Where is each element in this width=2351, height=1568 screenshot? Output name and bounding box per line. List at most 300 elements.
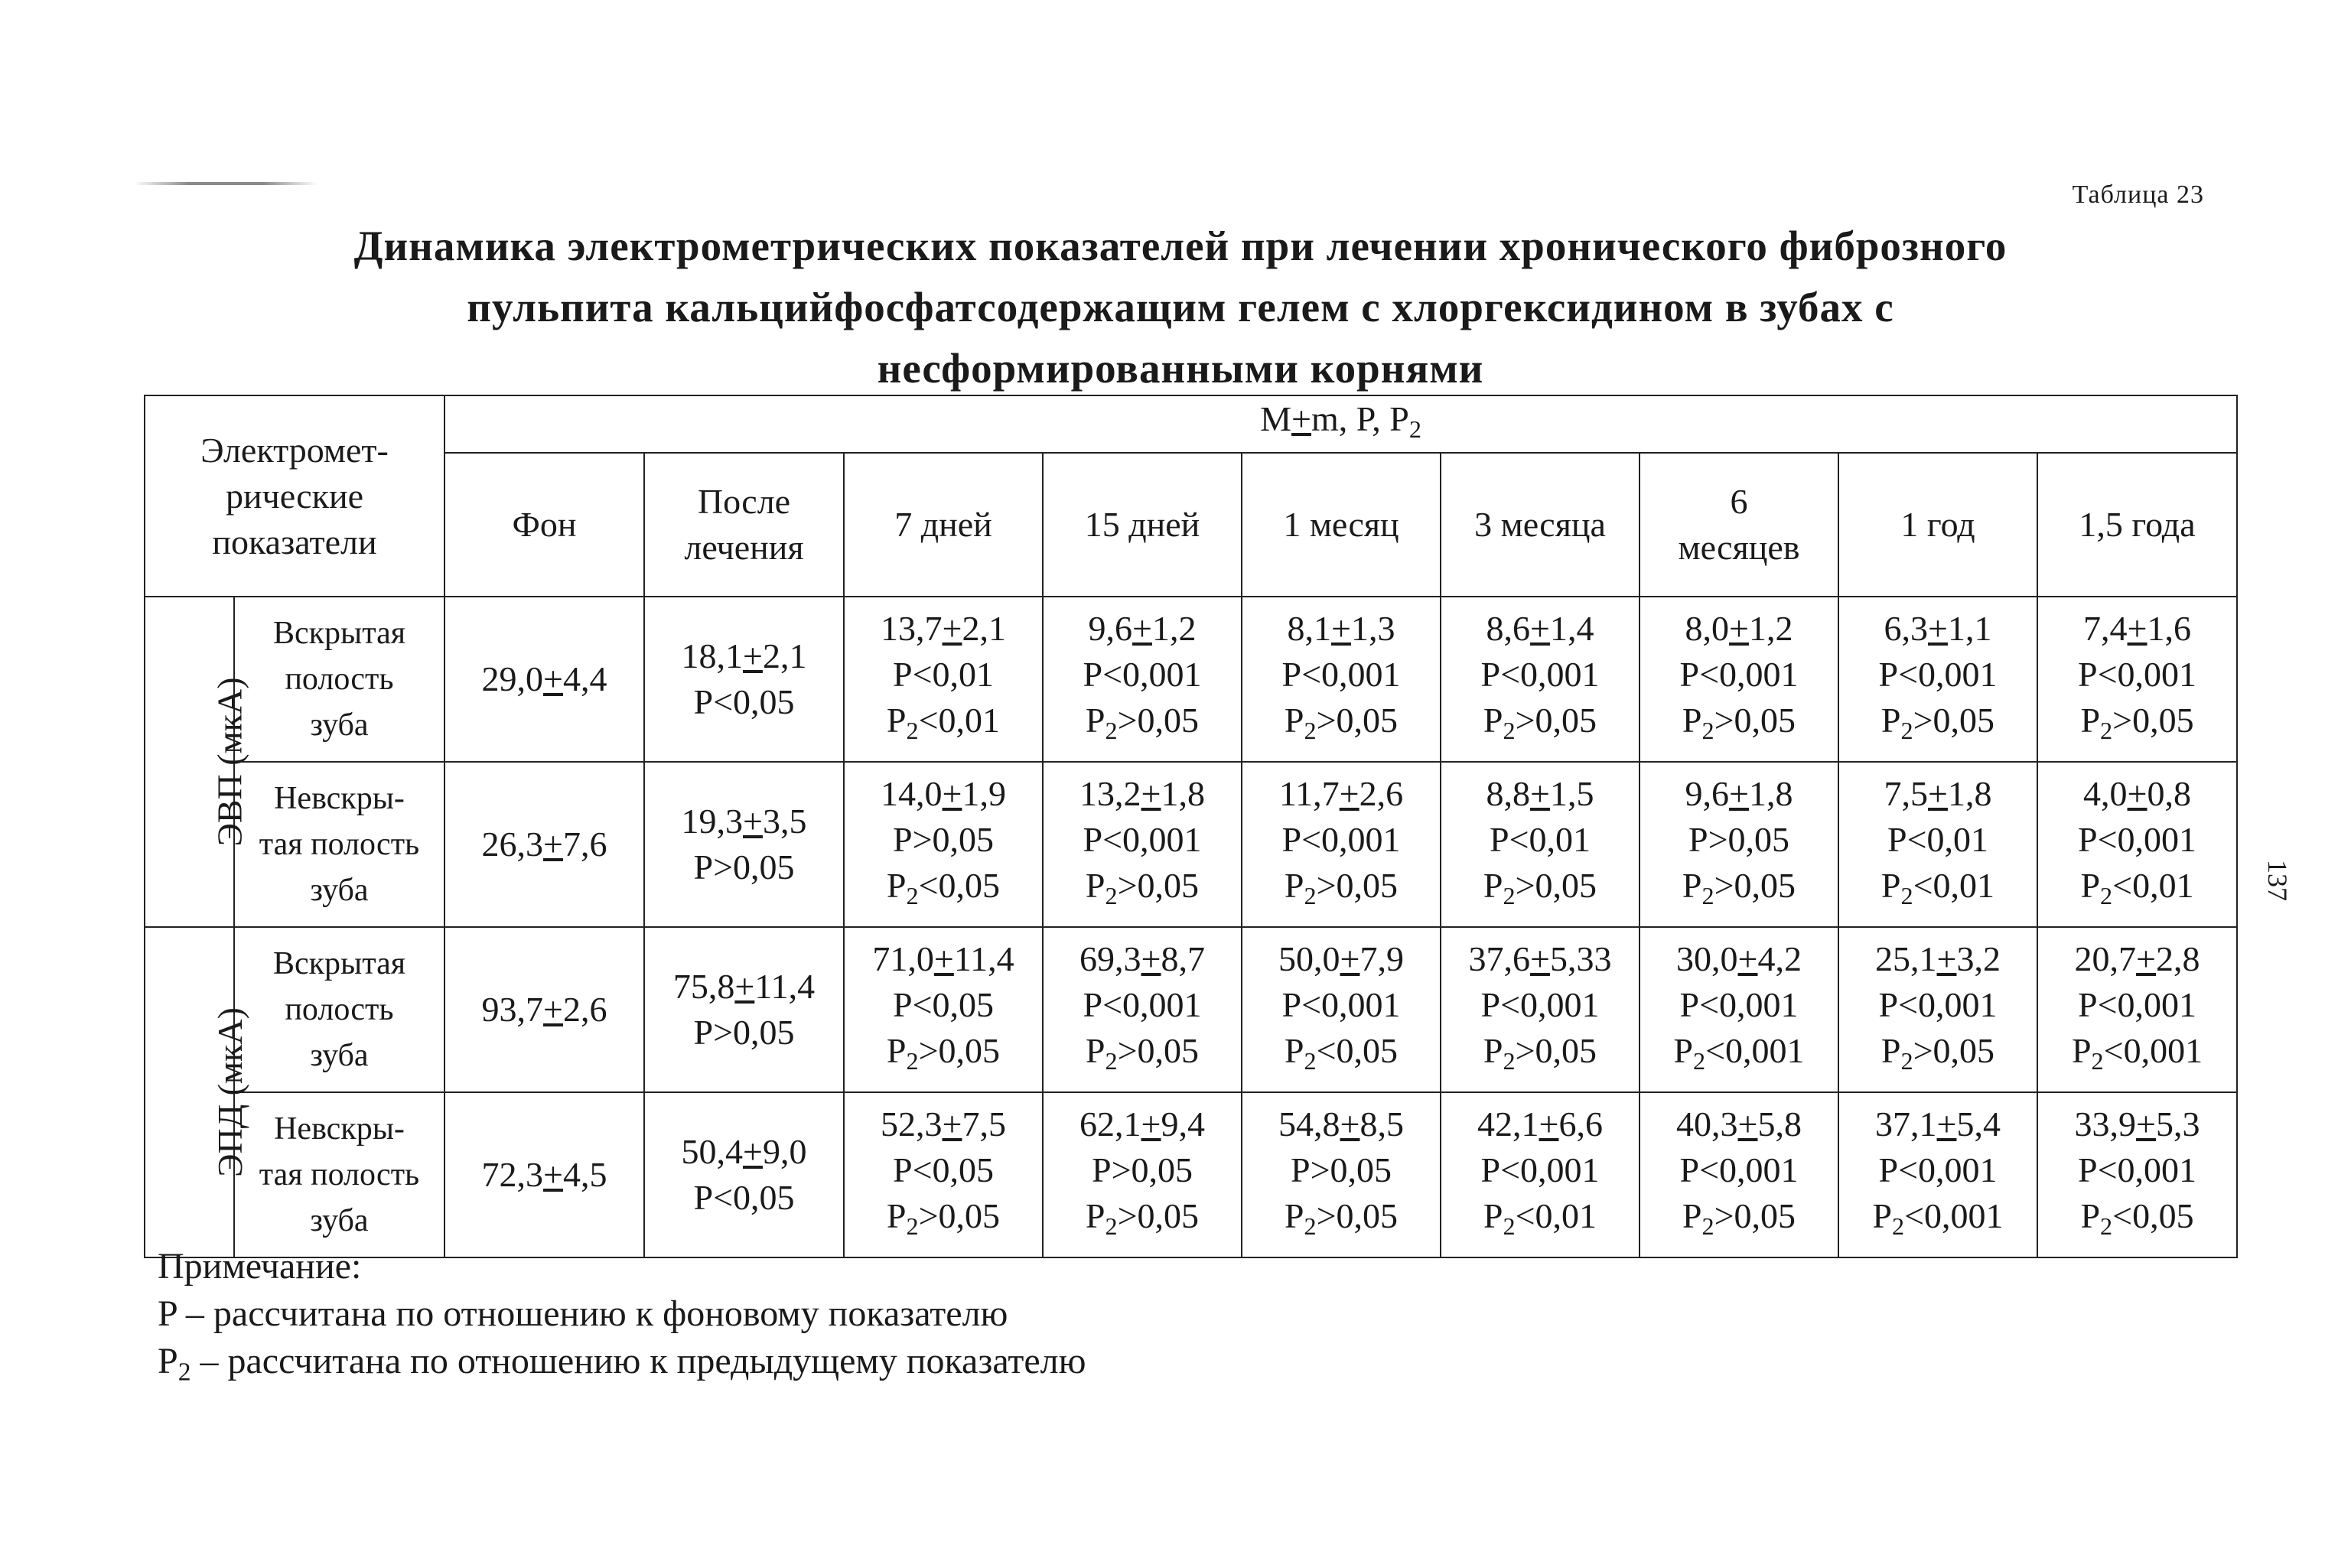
p2-text: >0,05 xyxy=(1316,1196,1399,1235)
error: 1,3 xyxy=(1350,608,1395,648)
p-value: P<0,001 xyxy=(1083,984,1202,1024)
p2-sub: 2 xyxy=(1701,716,1714,744)
pm-sign: + xyxy=(1539,1104,1559,1143)
p2-prefix: P xyxy=(1085,700,1105,740)
mean-value xyxy=(2038,936,2236,982)
p2-text: >0,05 xyxy=(1515,1030,1597,1070)
mean: 20,7 xyxy=(2074,939,2137,978)
error: 5,8 xyxy=(1757,1104,1802,1143)
mean: 7,4 xyxy=(2083,608,2128,648)
note-heading: Примечание: xyxy=(158,1246,362,1287)
mean: 7,5 xyxy=(1884,773,1929,813)
mean: 71,0 xyxy=(872,939,934,978)
p2-text: <0,05 xyxy=(2112,1196,2194,1235)
page-number: 137 xyxy=(2262,860,2293,901)
mean: 13,7 xyxy=(881,608,943,648)
mean: 14,0 xyxy=(881,773,943,813)
pm-sign: + xyxy=(734,967,755,1007)
period-label: 6 xyxy=(1730,482,1748,522)
p-value: P>0,05 xyxy=(892,819,995,859)
error: 7,5 xyxy=(962,1104,1006,1143)
value-cell xyxy=(1043,597,1242,762)
error: 2,6 xyxy=(1359,773,1404,813)
p2-value xyxy=(2038,1193,2236,1249)
pm-sign: + xyxy=(2136,1104,2156,1143)
table-row xyxy=(145,927,2237,1092)
p2-prefix: P xyxy=(1880,1030,1901,1070)
p2-sub: 2 xyxy=(906,1046,919,1075)
mean-value xyxy=(1640,606,1838,652)
mean: 29,0 xyxy=(481,659,544,699)
p2-prefix: P xyxy=(2080,700,2101,740)
p-value: P<0,001 xyxy=(1083,819,1202,859)
value-cell xyxy=(1441,1092,1640,1257)
mean-value xyxy=(1839,606,2037,652)
pm-sign: + xyxy=(1340,1104,1360,1143)
p2-prefix: P xyxy=(1682,700,1702,740)
p2-sub: 2 xyxy=(1701,1212,1714,1240)
p2-prefix: P xyxy=(1483,700,1503,740)
value-cell xyxy=(2037,1092,2237,1257)
error: 7,9 xyxy=(1359,939,1404,978)
error: 4,2 xyxy=(1757,939,1802,978)
mean-value xyxy=(1242,936,1440,982)
p-value: P<0,01 xyxy=(892,654,995,694)
value-cell xyxy=(1242,1092,1441,1257)
period-header-cell xyxy=(1838,453,2037,597)
error: 1,2 xyxy=(1151,608,1197,648)
p2-text: <0,01 xyxy=(918,700,1001,740)
p2-text: >0,05 xyxy=(1117,1196,1200,1235)
pm-sign: + xyxy=(1530,939,1550,978)
value-cell xyxy=(444,597,644,762)
error: 5,4 xyxy=(1956,1104,2001,1143)
value-cell xyxy=(2037,597,2237,762)
period-label: 15 дней xyxy=(1084,505,1200,545)
period-header-cell xyxy=(1242,453,1441,597)
p2-value xyxy=(1640,863,1838,919)
p2-prefix: P xyxy=(1284,700,1304,740)
period-header-cell xyxy=(644,453,844,597)
pm-sign: + xyxy=(1339,773,1359,813)
scan-artifact-line xyxy=(134,182,317,185)
value-cell xyxy=(1640,927,1838,1092)
p2-sub: 2 xyxy=(1105,881,1118,909)
p-value: P<0,01 xyxy=(1489,819,1591,859)
pm-sign: + xyxy=(743,802,763,841)
p-value: P<0,001 xyxy=(1281,819,1401,859)
period-label: 1,5 года xyxy=(2079,505,2196,545)
mean-value xyxy=(445,821,643,867)
value-cell xyxy=(1242,927,1441,1092)
condition-line: зуба xyxy=(310,873,369,909)
p-value: P<0,001 xyxy=(1878,1150,1998,1189)
mean: 72,3 xyxy=(481,1155,544,1195)
pm-sign: + xyxy=(543,990,563,1030)
p2-sub: 2 xyxy=(906,1212,919,1240)
mean: 9,6 xyxy=(1088,608,1133,648)
error: 1,6 xyxy=(2147,608,2191,648)
mean-value xyxy=(1441,936,1639,982)
error: 5,33 xyxy=(1549,939,1612,978)
p2-prefix: P xyxy=(1085,1030,1105,1070)
pm-sign: + xyxy=(743,1132,763,1172)
p2-value xyxy=(2038,1028,2236,1084)
mean-value xyxy=(845,771,1042,817)
p2-prefix: P xyxy=(1682,865,1702,905)
group-label: ЭПД (мкА) xyxy=(210,1007,249,1177)
value-cell xyxy=(844,927,1043,1092)
error: 1,9 xyxy=(962,773,1006,813)
value-cell xyxy=(1838,762,2037,927)
value-cell xyxy=(2037,927,2237,1092)
condition-line: зуба xyxy=(310,708,369,743)
p2-text: <0,01 xyxy=(1913,865,1995,905)
mean: 33,9 xyxy=(2074,1104,2137,1143)
error: 8,5 xyxy=(1359,1104,1404,1143)
p2-prefix: P xyxy=(1483,865,1503,905)
mean: 42,1 xyxy=(1477,1104,1539,1143)
mean: 8,1 xyxy=(1287,608,1332,648)
p2-prefix: P xyxy=(2080,865,2101,905)
pm-sign: + xyxy=(1141,773,1161,813)
period-header-cell xyxy=(1441,453,1640,597)
mean-value xyxy=(645,633,843,679)
error: 1,8 xyxy=(1161,773,1205,813)
p-value: P<0,001 xyxy=(1679,984,1799,1024)
p2-sub: 2 xyxy=(2091,1046,2104,1075)
mean-value xyxy=(845,1101,1042,1147)
pm-sign: + xyxy=(1331,608,1351,648)
p2-value xyxy=(845,698,1042,753)
condition-cell xyxy=(234,762,444,927)
pm-sign: + xyxy=(1141,1104,1161,1143)
value-cell xyxy=(644,762,844,927)
table-note xyxy=(158,1243,1086,1396)
p2-value xyxy=(1839,698,2037,753)
p2-sub: 2 xyxy=(1304,1046,1317,1075)
condition-cell xyxy=(234,1092,444,1257)
p2-value xyxy=(1044,1028,1241,1084)
p-value: P<0,001 xyxy=(1083,654,1202,694)
p-value: P<0,001 xyxy=(1878,984,1998,1024)
p2-text: >0,05 xyxy=(1117,1030,1200,1070)
value-cell xyxy=(444,762,644,927)
p2-sub: 2 xyxy=(1105,716,1118,744)
p2-sub: 2 xyxy=(1900,881,1913,909)
p2-sub: 2 xyxy=(1892,1212,1905,1240)
pm-sign: + xyxy=(1530,773,1550,813)
mean-value xyxy=(1640,1101,1838,1147)
p2-value xyxy=(1044,698,1241,753)
value-cell xyxy=(844,597,1043,762)
p-value: P<0,001 xyxy=(1679,1150,1799,1189)
condition-line: полость xyxy=(285,992,394,1028)
pm-sign: + xyxy=(543,1155,563,1195)
mean: 69,3 xyxy=(1079,939,1141,978)
p2-text: >0,05 xyxy=(1714,865,1796,905)
value-cell xyxy=(444,1092,644,1257)
mean: 52,3 xyxy=(881,1104,943,1143)
table-row xyxy=(145,762,2237,927)
p-value: P>0,05 xyxy=(693,1013,795,1052)
p2-prefix: P xyxy=(886,865,907,905)
period-label: Фон xyxy=(512,505,577,545)
error: 3,5 xyxy=(762,802,807,841)
p2-prefix: P xyxy=(1673,1030,1694,1070)
mean-value xyxy=(445,656,643,702)
mean: 25,1 xyxy=(1875,939,1937,978)
p2-value xyxy=(1242,698,1440,753)
p2-text: >0,05 xyxy=(2112,700,2194,740)
p2-text: >0,05 xyxy=(918,1030,1001,1070)
p-value: P>0,05 xyxy=(1290,1150,1392,1189)
error: 8,7 xyxy=(1161,939,1205,978)
p-value: P<0,001 xyxy=(1281,984,1401,1024)
error: 2,1 xyxy=(762,636,807,676)
p2-text: >0,05 xyxy=(1714,1196,1796,1235)
table-title xyxy=(144,216,2217,399)
value-cell xyxy=(1242,762,1441,927)
error: 1,2 xyxy=(1748,608,1793,648)
mean: 75,8 xyxy=(672,967,735,1007)
condition-line: Вскрытая xyxy=(272,946,406,982)
period-header-cell xyxy=(844,453,1043,597)
mean: 4,0 xyxy=(2083,773,2128,813)
note-line-p2: $P_2$ – рассчитана по отношению к предыдущему показателю xyxy=(158,1341,1086,1387)
p-value: P>0,05 xyxy=(693,847,795,887)
p2-prefix: P xyxy=(1483,1196,1503,1235)
condition-cell xyxy=(234,927,444,1092)
table-number: Таблица 23 xyxy=(2072,181,2204,209)
data-table xyxy=(144,395,2238,1258)
error: 2,8 xyxy=(2156,939,2200,978)
p2-value xyxy=(1839,1028,2037,1084)
mean: 6,3 xyxy=(1884,608,1929,648)
p-value: P<0,001 xyxy=(1480,654,1600,694)
value-cell xyxy=(1242,597,1441,762)
mean: 8,0 xyxy=(1685,608,1730,648)
p-value: P<0,001 xyxy=(2078,984,2197,1024)
p2-value xyxy=(1640,698,1838,753)
p2-value xyxy=(1839,1193,2037,1249)
period-header-cell xyxy=(444,453,644,597)
p2-value xyxy=(1441,698,1639,753)
p2-text: >0,05 xyxy=(918,1196,1001,1235)
period-header-cell xyxy=(2037,453,2237,597)
pm-sign: + xyxy=(743,636,763,676)
pm-sign: + xyxy=(942,773,962,813)
mean-value xyxy=(645,799,843,844)
p2-sub: 2 xyxy=(2100,1212,2113,1240)
error: 0,8 xyxy=(2147,773,2191,813)
note-line-p: P – рассчитана по отношению к фоновому показателю xyxy=(158,1293,1008,1334)
mean: 50,4 xyxy=(681,1132,744,1172)
period-label: После xyxy=(697,482,791,522)
p2-text: <0,01 xyxy=(2112,865,2194,905)
p-value: P<0,001 xyxy=(1480,984,1600,1024)
p-value: P<0,05 xyxy=(892,984,995,1024)
p2-sub: 2 xyxy=(906,716,919,744)
table-row xyxy=(145,1092,2237,1257)
p2-value xyxy=(2038,698,2236,753)
p2-value xyxy=(1242,1028,1440,1084)
p2-prefix: P xyxy=(2080,1196,2101,1235)
p-value: P<0,001 xyxy=(1480,1150,1600,1189)
pm-sign: + xyxy=(1737,1104,1758,1143)
p-value: P<0,05 xyxy=(693,1178,795,1218)
p2-sub: 2 xyxy=(1900,1046,1913,1075)
mean-value xyxy=(845,936,1042,982)
p2-text: <0,05 xyxy=(918,865,1001,905)
value-cell xyxy=(1043,927,1242,1092)
condition-line: тая полость xyxy=(259,1157,420,1193)
p2-value xyxy=(1044,863,1241,919)
p2-prefix: P xyxy=(1682,1196,1702,1235)
value-cell xyxy=(1838,597,2037,762)
p2-text: <0,001 xyxy=(1705,1030,1805,1070)
p2-value xyxy=(1441,1193,1639,1249)
row-header-line: рические xyxy=(225,476,364,516)
pm-sign: + xyxy=(2127,608,2147,648)
pm-sign: + xyxy=(1936,1104,1957,1143)
p2-value xyxy=(845,1193,1042,1249)
p2-value xyxy=(845,1028,1042,1084)
p2-text: >0,05 xyxy=(1913,700,1995,740)
mean-value xyxy=(445,1152,643,1198)
mean-value xyxy=(1044,606,1241,652)
p2-prefix: P xyxy=(1483,1030,1503,1070)
p2-text: >0,05 xyxy=(1714,700,1796,740)
stats-header-cell: M+m, P, $P_2$ xyxy=(444,395,2237,453)
mean: 8,8 xyxy=(1486,773,1531,813)
mean-value xyxy=(645,964,843,1010)
p2-text: >0,05 xyxy=(1316,700,1399,740)
error: 1,4 xyxy=(1549,608,1594,648)
pm-sign: + xyxy=(543,659,563,699)
value-cell xyxy=(1043,762,1242,927)
value-cell xyxy=(844,1092,1043,1257)
group-label: ЭВП (мкА) xyxy=(210,677,249,847)
mean-value xyxy=(2038,1101,2236,1147)
pm-sign: + xyxy=(1141,939,1161,978)
p2-value xyxy=(845,863,1042,919)
condition-line: Невскры- xyxy=(274,781,405,817)
value-cell xyxy=(2037,762,2237,927)
p2-sub: 2 xyxy=(1503,881,1516,909)
p2-sub: 2 xyxy=(1304,881,1317,909)
period-label: 7 дней xyxy=(894,505,992,545)
row-header-cell xyxy=(145,395,444,597)
condition-line: полость xyxy=(285,662,394,698)
value-cell xyxy=(1838,927,2037,1092)
p2-text: <0,001 xyxy=(2103,1030,2203,1070)
mean-value xyxy=(1242,606,1440,652)
mean-value xyxy=(1839,936,2037,982)
row-header-line: показатели xyxy=(212,522,377,561)
p-value: P<0,001 xyxy=(2078,819,2197,859)
p-value: P<0,001 xyxy=(2078,1150,2197,1189)
p2-prefix: P xyxy=(1284,1196,1304,1235)
mean-value xyxy=(1640,771,1838,817)
error: 5,3 xyxy=(2156,1104,2200,1143)
mean: 50,0 xyxy=(1278,939,1340,978)
pm-sign: + xyxy=(933,939,954,978)
p2-prefix: P xyxy=(1880,700,1901,740)
group-cell xyxy=(145,927,249,1257)
error: 3,2 xyxy=(1956,939,2001,978)
mean-value xyxy=(1242,771,1440,817)
pm-sign: + xyxy=(2136,939,2156,978)
table-row xyxy=(145,597,2237,762)
pm-sign: + xyxy=(1928,773,1948,813)
p2-prefix: P xyxy=(1872,1196,1893,1235)
mean: 19,3 xyxy=(681,802,744,841)
mean: 37,6 xyxy=(1468,939,1531,978)
p2-sub: 2 xyxy=(906,881,919,909)
p2-value xyxy=(1640,1028,1838,1084)
condition-cell xyxy=(234,597,444,762)
pm-sign: + xyxy=(1340,939,1360,978)
mean: 93,7 xyxy=(481,990,544,1030)
title-line: несформированными корнями xyxy=(877,345,1484,392)
p-value: P<0,001 xyxy=(2078,654,2197,694)
mean-value xyxy=(1640,936,1838,982)
pm-sign: + xyxy=(1729,608,1749,648)
mean: 9,6 xyxy=(1685,773,1730,813)
p-value: P<0,05 xyxy=(693,682,795,722)
p2-sub: 2 xyxy=(1701,881,1714,909)
mean: 8,6 xyxy=(1486,608,1531,648)
mean: 26,3 xyxy=(481,825,544,864)
mean-value xyxy=(1441,1101,1639,1147)
condition-line: зуба xyxy=(310,1038,369,1074)
mean-value xyxy=(1044,1101,1241,1147)
mean-value xyxy=(1044,936,1241,982)
title-line: пульпита кальцийфосфатсодержащим гелем с хлоргексидином в зубах с xyxy=(467,284,1894,330)
p2-prefix: P xyxy=(1284,1030,1304,1070)
mean-value xyxy=(445,987,643,1033)
mean: 37,1 xyxy=(1875,1104,1937,1143)
error: 1,1 xyxy=(1947,608,1992,648)
mean: 11,7 xyxy=(1278,773,1340,813)
mean: 54,8 xyxy=(1278,1104,1340,1143)
mean: 30,0 xyxy=(1676,939,1738,978)
error: 2,1 xyxy=(962,608,1006,648)
p2-prefix: P xyxy=(1880,865,1901,905)
mean: 13,2 xyxy=(1079,773,1141,813)
p2-value xyxy=(1242,1193,1440,1249)
error: 9,4 xyxy=(1161,1104,1205,1143)
value-cell xyxy=(644,597,844,762)
condition-line: тая полость xyxy=(259,827,420,863)
p2-text: >0,05 xyxy=(1117,865,1200,905)
p-value: P<0,001 xyxy=(1679,654,1799,694)
pm-sign: + xyxy=(942,608,962,648)
mean-value xyxy=(2038,771,2236,817)
p2-sub: 2 xyxy=(1105,1046,1118,1075)
mean-value xyxy=(845,606,1042,652)
period-header-cell xyxy=(1640,453,1838,597)
p2-sub: 2 xyxy=(1693,1046,1706,1075)
pm-sign: + xyxy=(2127,773,2147,813)
p2-sub: 2 xyxy=(1304,1212,1317,1240)
value-cell xyxy=(1441,762,1640,927)
mean-value xyxy=(1044,771,1241,817)
condition-line: Невскры- xyxy=(274,1111,405,1147)
mean-value xyxy=(1839,1101,2037,1147)
p2-value xyxy=(1441,863,1639,919)
